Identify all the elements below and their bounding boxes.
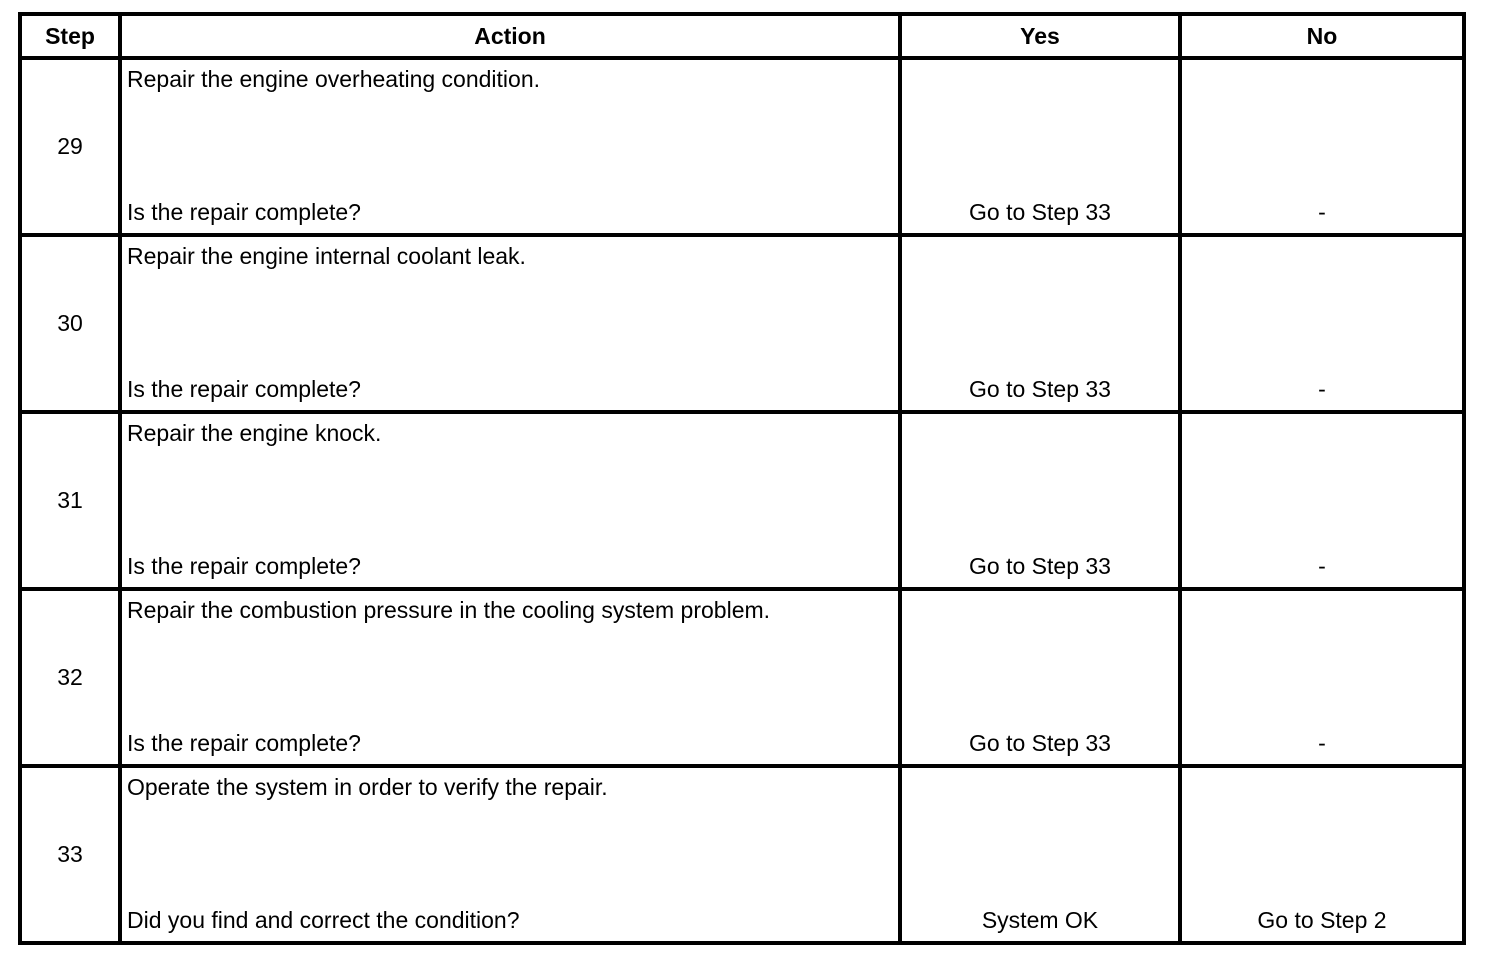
no-result: - — [1318, 553, 1326, 579]
no-cell — [1180, 766, 1464, 943]
no-result: - — [1318, 730, 1326, 756]
action-cell — [120, 412, 900, 589]
action-cell — [120, 235, 900, 412]
table-row — [20, 235, 1464, 412]
no-result: Go to Step 2 — [1257, 907, 1387, 933]
table-row — [20, 589, 1464, 766]
step-number: 32 — [20, 589, 120, 766]
yes-cell — [900, 766, 1180, 943]
yes-result: Go to Step 33 — [969, 730, 1111, 756]
yes-cell — [900, 412, 1180, 589]
step-number: 30 — [20, 235, 120, 412]
yes-result: Go to Step 33 — [969, 553, 1111, 579]
action-instruction: Operate the system in order to verify the repair. — [127, 774, 608, 800]
action-question: Is the repair complete? — [127, 199, 361, 225]
action-instruction: Repair the engine overheating condition. — [127, 66, 541, 92]
no-cell — [1180, 58, 1464, 235]
table-header — [20, 14, 1464, 58]
header-yes: Yes — [900, 14, 1180, 58]
yes-cell — [900, 589, 1180, 766]
no-result: - — [1318, 199, 1326, 225]
yes-cell — [900, 58, 1180, 235]
diagnostic-table — [18, 12, 1466, 945]
yes-result: System OK — [981, 907, 1099, 933]
table-row — [20, 766, 1464, 943]
step-number: 29 — [20, 58, 120, 235]
header-step: Step — [20, 14, 120, 58]
action-cell — [120, 58, 900, 235]
action-question: Is the repair complete? — [127, 376, 361, 402]
step-number: 33 — [20, 766, 120, 943]
action-instruction: Repair the combustion pressure in the cooling system problem. — [127, 597, 771, 623]
action-question: Is the repair complete? — [127, 553, 361, 579]
header-action: Action — [120, 14, 900, 58]
action-question: Is the repair complete? — [127, 730, 361, 756]
no-result: - — [1318, 376, 1326, 402]
step-number: 31 — [20, 412, 120, 589]
yes-result: Go to Step 33 — [969, 199, 1111, 225]
action-instruction: Repair the engine knock. — [127, 420, 382, 446]
no-cell — [1180, 235, 1464, 412]
action-cell — [120, 589, 900, 766]
no-cell — [1180, 589, 1464, 766]
action-instruction: Repair the engine internal coolant leak. — [127, 243, 526, 269]
header-row — [20, 14, 1464, 58]
table-body — [20, 58, 1464, 943]
action-question: Did you find and correct the condition? — [127, 907, 520, 933]
action-cell — [120, 766, 900, 943]
header-no: No — [1180, 14, 1464, 58]
yes-result: Go to Step 33 — [969, 376, 1111, 402]
table-row — [20, 58, 1464, 235]
no-cell — [1180, 412, 1464, 589]
table-row — [20, 412, 1464, 589]
yes-cell — [900, 235, 1180, 412]
